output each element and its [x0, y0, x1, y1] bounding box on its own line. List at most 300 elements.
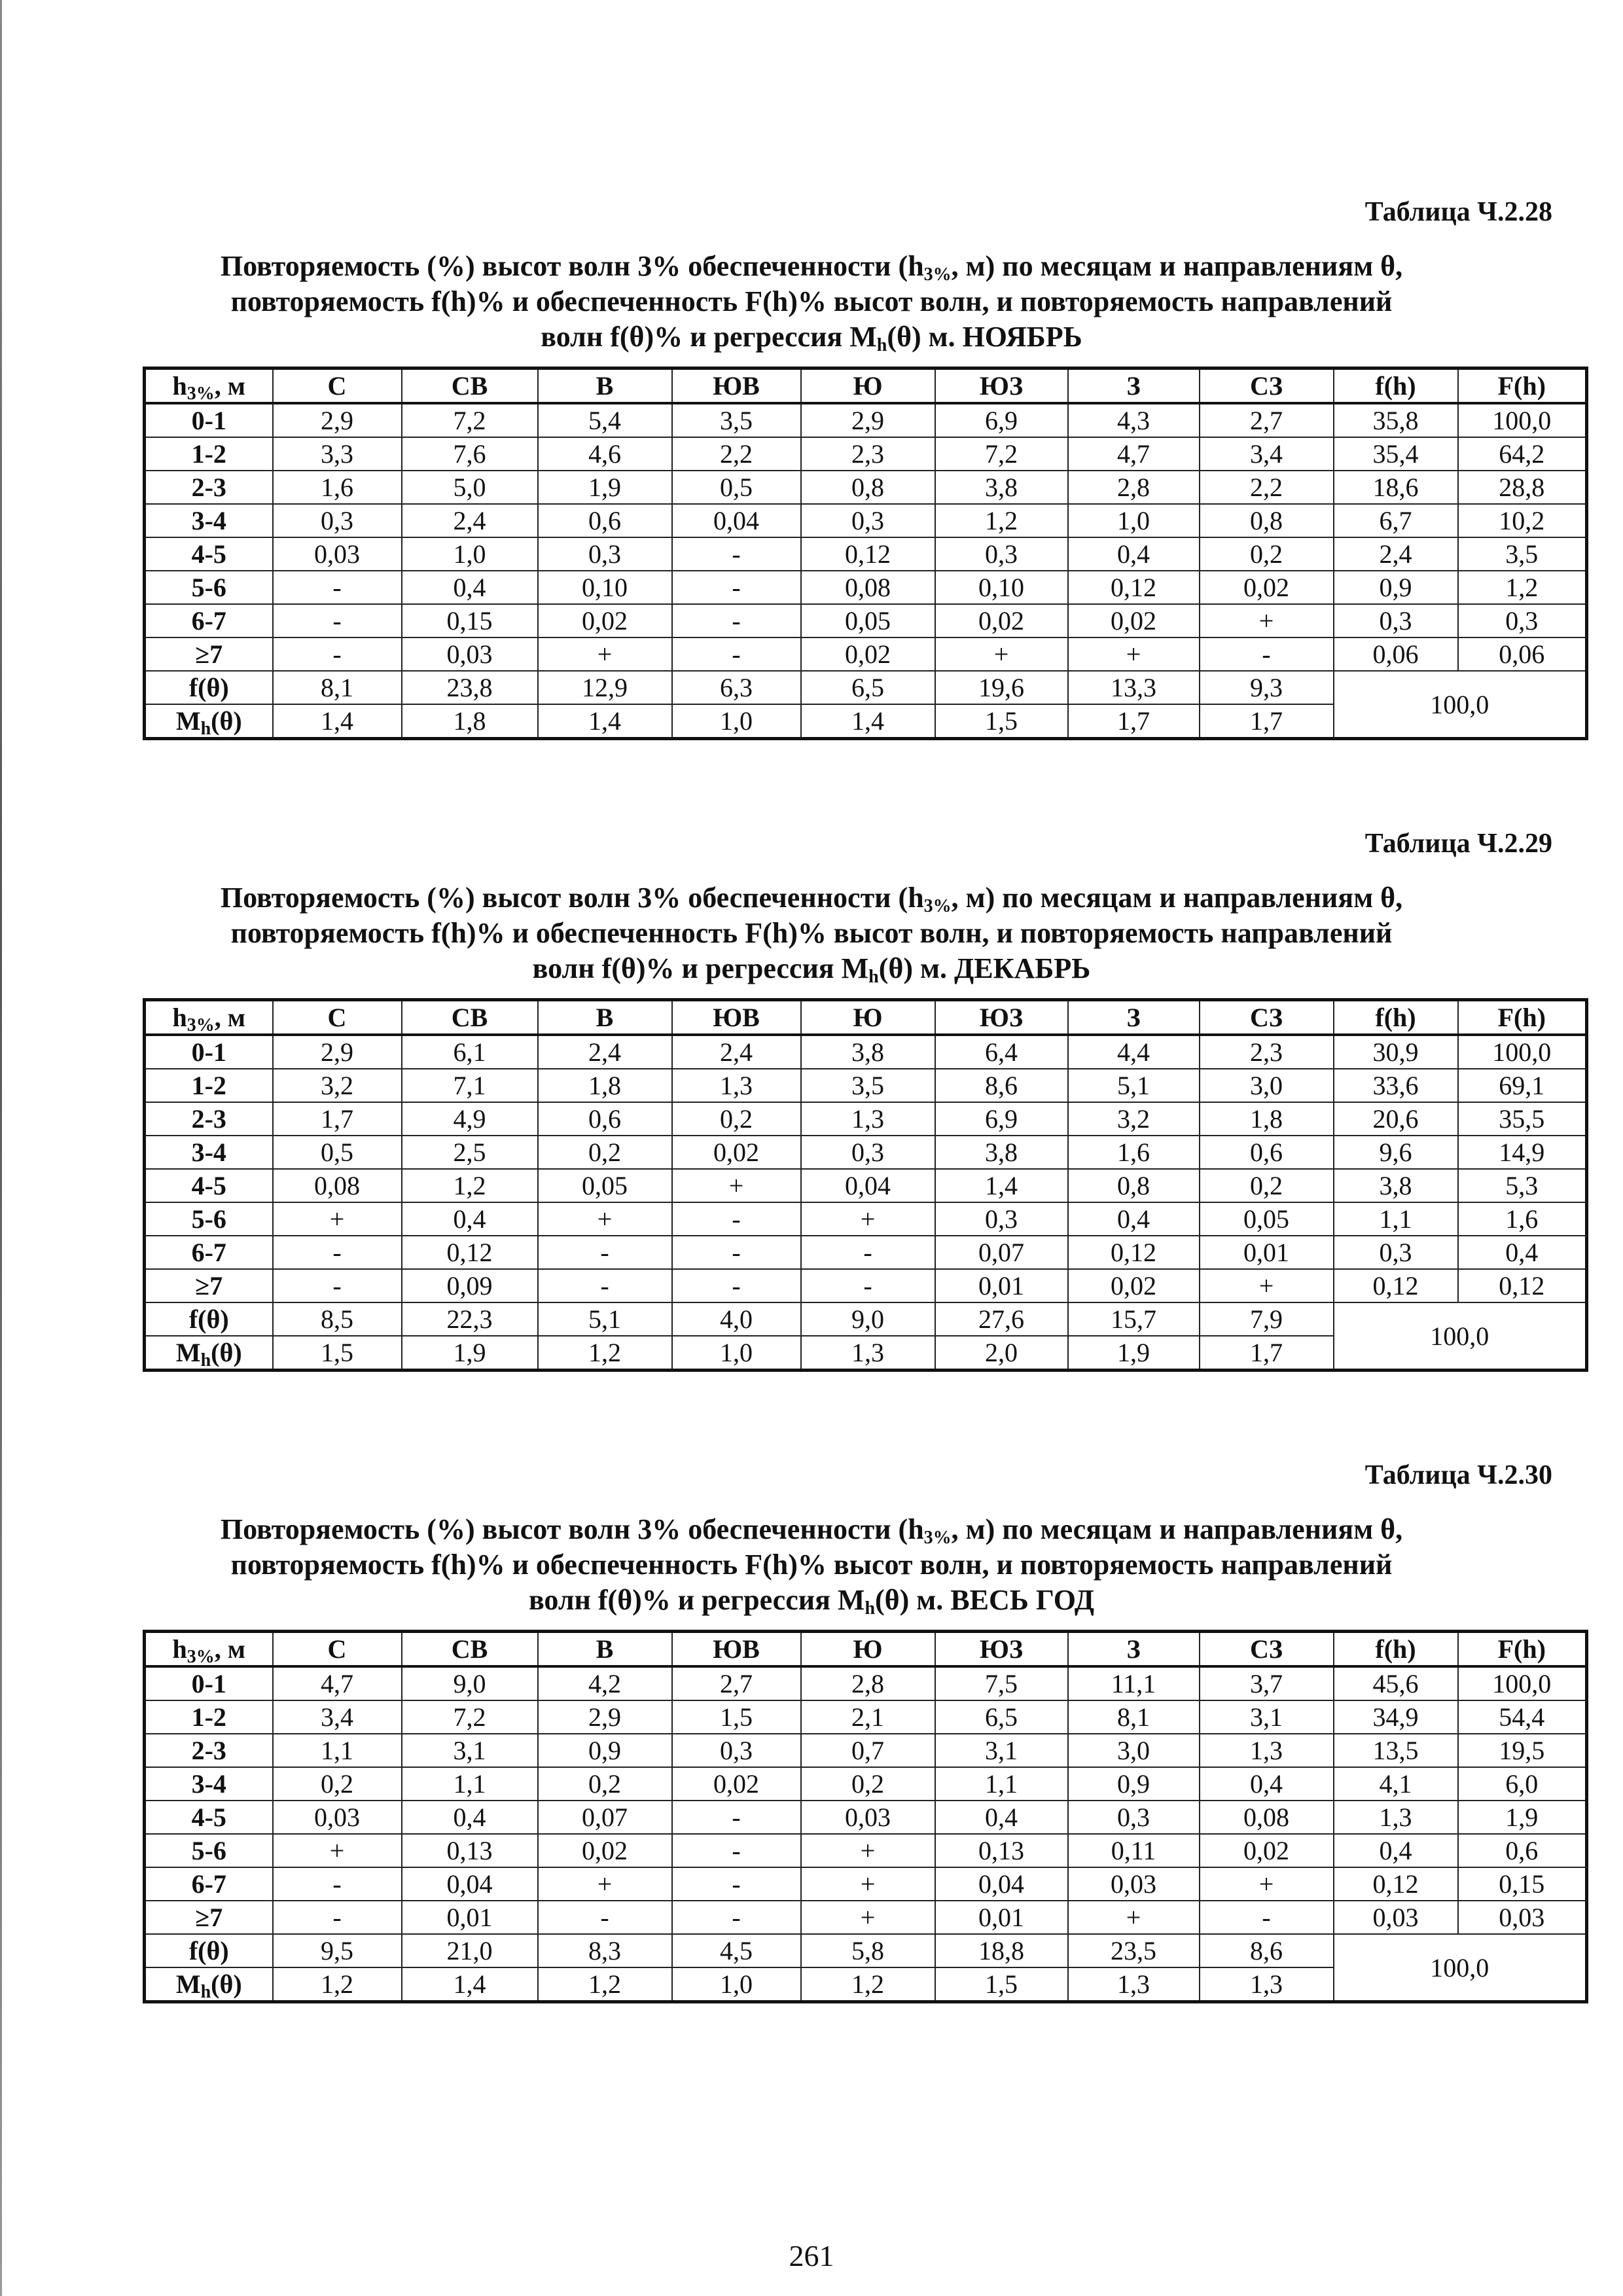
table-cell: 0,3 [672, 1734, 801, 1767]
table-row [145, 437, 1587, 471]
column-header: F(h) [1458, 368, 1587, 404]
f-theta-row [145, 1302, 1587, 1336]
row-label: ≥7 [145, 1269, 273, 1302]
table-cell: 0,4 [1068, 537, 1200, 571]
table-cell: - [538, 1236, 672, 1269]
table-row [145, 1069, 1587, 1102]
row-label: 0-1 [145, 1035, 273, 1069]
table-cell: 0,02 [538, 1834, 672, 1867]
table-cell: + [935, 637, 1068, 671]
column-header: F(h) [1458, 1000, 1587, 1035]
table-cell: 1,4 [402, 1967, 538, 2002]
table-cell: 0,13 [402, 1834, 538, 1867]
table-cell: 1,0 [672, 1967, 801, 2002]
table-cell: 3,2 [273, 1069, 402, 1102]
table-cell: 1,5 [273, 1336, 402, 1371]
table-cell: 2,7 [1200, 403, 1334, 437]
table-title [0, 249, 1623, 355]
table-cell: 4,9 [402, 1102, 538, 1136]
table-cell: 45,6 [1334, 1666, 1458, 1700]
table-cell: 5,1 [538, 1302, 672, 1336]
table-row [145, 1700, 1587, 1734]
table-cell: 2,5 [402, 1136, 538, 1169]
table-cell: 2,8 [1068, 471, 1200, 504]
column-header: З [1068, 368, 1200, 404]
table-cell: + [672, 1169, 801, 1202]
header-height-label: $h_{3\%}$, м [145, 1000, 273, 1035]
wave-table [143, 998, 1588, 1372]
table-cell: 6,1 [402, 1035, 538, 1069]
table-caption: Таблица Ч.2.28 [1364, 197, 1552, 227]
table-cell: 1,1 [1334, 1202, 1458, 1236]
table-cell: 0,02 [1200, 1834, 1334, 1867]
table-cell: 0,3 [538, 537, 672, 571]
table-cell: 23,8 [402, 671, 538, 704]
table-cell: 7,5 [935, 1666, 1068, 1700]
table-cell: 5,4 [538, 403, 672, 437]
table-cell: 100,0 [1458, 1035, 1587, 1069]
table-cell: 2,3 [1200, 1035, 1334, 1069]
table-cell: 0,3 [273, 504, 402, 537]
table-cell: 0,15 [1458, 1867, 1587, 1901]
row-label: ≥7 [145, 637, 273, 671]
table-cell: 1,2 [273, 1967, 402, 2002]
column-header: Ю [801, 368, 935, 404]
row-label: f(θ) [145, 1934, 273, 1967]
title-line-2: повторяемость f(h)% и обеспеченность F(h)% высот волн, и повторяемость направлений [230, 285, 1393, 317]
table-cell: 0,4 [1068, 1202, 1200, 1236]
table-cell: 0,07 [935, 1236, 1068, 1269]
header-row [145, 368, 1587, 404]
table-row [145, 471, 1587, 504]
table-cell: 1,0 [1068, 504, 1200, 537]
row-label: ≥7 [145, 1901, 273, 1934]
table-cell: 4,6 [538, 437, 672, 471]
total-cell: 100,0 [1334, 1302, 1587, 1371]
table-cell: 0,03 [1068, 1867, 1200, 1901]
title-line-1: Повторяемость (%) высот волн 3% обеспеченности ($h_{3\%}$, м) по месяцам и направлениям θ, [220, 1513, 1403, 1548]
table-row [145, 1734, 1587, 1767]
table-row [145, 1867, 1587, 1901]
table-cell: 7,6 [402, 437, 538, 471]
table-cell: 1,2 [538, 1336, 672, 1371]
column-header: Ю [801, 1000, 935, 1035]
table-cell: 0,8 [801, 471, 935, 504]
table-cell: 18,8 [935, 1934, 1068, 1967]
column-header: С [273, 368, 402, 404]
wave-table [143, 1630, 1588, 2003]
table-cell: 6,9 [935, 1102, 1068, 1136]
table-cell: 0,4 [402, 1801, 538, 1834]
table-cell: 4,0 [672, 1302, 801, 1336]
table-cell: 0,02 [672, 1767, 801, 1801]
table-cell: 1,6 [1068, 1136, 1200, 1169]
table-cell: 7,2 [402, 403, 538, 437]
table-cell: 3,1 [402, 1734, 538, 1767]
table-cell: 1,3 [1200, 1734, 1334, 1767]
row-label: 4-5 [145, 537, 273, 571]
table-cell: 15,7 [1068, 1302, 1200, 1336]
table-cell: 1,2 [538, 1967, 672, 2002]
table-cell: 0,8 [1200, 504, 1334, 537]
table-row [145, 1169, 1587, 1202]
table-cell: 0,3 [1334, 604, 1458, 637]
row-label: 0-1 [145, 403, 273, 437]
table-cell: 0,2 [273, 1767, 402, 1801]
table-cell: 0,03 [402, 637, 538, 671]
table-cell: 3,4 [273, 1700, 402, 1734]
table-cell: 1,8 [402, 704, 538, 739]
table-cell: 7,2 [935, 437, 1068, 471]
table-cell: 3,2 [1068, 1102, 1200, 1136]
table-cell: 13,5 [1334, 1734, 1458, 1767]
total-cell: 100,0 [1334, 671, 1587, 739]
table-cell: 1,7 [273, 1102, 402, 1136]
table-cell: 1,6 [1458, 1202, 1587, 1236]
title-line-3: волн f(θ)% и регрессия $M_h(\theta)$ м. ДЕКАБРЬ [532, 952, 1091, 987]
table-cell: 1,9 [1458, 1801, 1587, 1834]
table-cell: 14,9 [1458, 1136, 1587, 1169]
table-cell: 1,7 [1200, 704, 1334, 739]
table-cell: 0,11 [1068, 1834, 1200, 1867]
row-label: 2-3 [145, 1102, 273, 1136]
table-cell: 5,3 [1458, 1169, 1587, 1202]
table-cell: 1,2 [801, 1967, 935, 2002]
table-cell: - [273, 1236, 402, 1269]
table-cell: 0,2 [1200, 537, 1334, 571]
table-cell: 19,6 [935, 671, 1068, 704]
table-cell: - [672, 604, 801, 637]
table-cell: 3,5 [1458, 537, 1587, 571]
table-cell: 0,9 [538, 1734, 672, 1767]
table-cell: 3,4 [1200, 437, 1334, 471]
table-cell: 2,4 [538, 1035, 672, 1069]
table-cell: 0,4 [402, 571, 538, 604]
table-cell: 4,3 [1068, 403, 1200, 437]
table-cell: 1,0 [672, 704, 801, 739]
table-cell: 0,6 [1458, 1834, 1587, 1867]
table-cell: 20,6 [1334, 1102, 1458, 1136]
table-cell: 0,4 [935, 1801, 1068, 1834]
table-cell: 13,3 [1068, 671, 1200, 704]
table-cell: 2,9 [273, 403, 402, 437]
table-cell: 2,4 [1334, 537, 1458, 571]
table-cell: 0,10 [538, 571, 672, 604]
table-cell: 3,8 [801, 1035, 935, 1069]
table-cell: 0,08 [801, 571, 935, 604]
row-label: 4-5 [145, 1169, 273, 1202]
row-label: f(θ) [145, 671, 273, 704]
row-label: 3-4 [145, 1136, 273, 1169]
table-cell: 3,8 [1334, 1169, 1458, 1202]
table-cell: - [672, 1834, 801, 1867]
table-cell: 8,5 [273, 1302, 402, 1336]
table-cell: 0,05 [538, 1169, 672, 1202]
table-cell: 0,02 [1068, 1269, 1200, 1302]
table-cell: 9,5 [273, 1934, 402, 1967]
table-cell: - [273, 637, 402, 671]
title-line-1: Повторяемость (%) высот волн 3% обеспеченности ($h_{3\%}$, м) по месяцам и направлениям θ, [220, 250, 1403, 285]
header-height-label: $h_{3\%}$, м [145, 1632, 273, 1667]
table-cell: 1,8 [1200, 1102, 1334, 1136]
column-header: ЮЗ [935, 1632, 1068, 1667]
table-cell: 1,5 [935, 704, 1068, 739]
column-header: f(h) [1334, 1632, 1458, 1667]
table-cell: - [273, 571, 402, 604]
column-header: ЮЗ [935, 368, 1068, 404]
table-cell: 0,05 [1200, 1202, 1334, 1236]
table-cell: + [538, 1202, 672, 1236]
table-row [145, 1202, 1587, 1236]
table-cell: 0,2 [1200, 1169, 1334, 1202]
row-label: 6-7 [145, 604, 273, 637]
table-cell: 1,9 [538, 471, 672, 504]
table-cell: 1,5 [935, 1967, 1068, 2002]
table-cell: 0,01 [935, 1269, 1068, 1302]
table-cell: 35,5 [1458, 1102, 1587, 1136]
table-cell: 0,6 [538, 504, 672, 537]
table-cell: 69,1 [1458, 1069, 1587, 1102]
wave-table [143, 367, 1588, 740]
table-cell: 1,0 [402, 537, 538, 571]
table-cell: 28,8 [1458, 471, 1587, 504]
table-row [145, 604, 1587, 637]
column-header: СЗ [1200, 368, 1334, 404]
table-cell: 3,0 [1068, 1734, 1200, 1767]
table-cell: - [273, 1867, 402, 1901]
table-cell: 5,0 [402, 471, 538, 504]
table-cell: - [1200, 637, 1334, 671]
table-cell: 3,8 [935, 471, 1068, 504]
row-label: f(θ) [145, 1302, 273, 1336]
table-row [145, 1666, 1587, 1700]
column-header: З [1068, 1632, 1200, 1667]
table-cell: 0,12 [1334, 1269, 1458, 1302]
table-cell: 2,2 [1200, 471, 1334, 504]
title-line-2: повторяемость f(h)% и обеспеченность F(h)% высот волн, и повторяемость направлений [230, 1549, 1393, 1581]
table-cell: 0,03 [1458, 1901, 1587, 1934]
table-cell: 6,0 [1458, 1767, 1587, 1801]
table-cell: 0,2 [538, 1136, 672, 1169]
table-row [145, 1236, 1587, 1269]
table-cell: 0,01 [402, 1901, 538, 1934]
table-cell: + [1200, 1269, 1334, 1302]
table-cell: + [273, 1202, 402, 1236]
header-row [145, 1000, 1587, 1035]
table-row [145, 1901, 1587, 1934]
table-row [145, 1767, 1587, 1801]
table-cell: 0,04 [402, 1867, 538, 1901]
table-cell: 0,9 [1068, 1767, 1200, 1801]
table-cell: 0,02 [538, 604, 672, 637]
table-cell: 6,9 [935, 403, 1068, 437]
table-cell: 0,2 [801, 1767, 935, 1801]
table-cell: 54,4 [1458, 1700, 1587, 1734]
table-row [145, 1035, 1587, 1069]
table-cell: 7,9 [1200, 1302, 1334, 1336]
column-header: С [273, 1632, 402, 1667]
table-cell: 1,1 [402, 1767, 538, 1801]
table-cell: 3,5 [801, 1069, 935, 1102]
table-cell: 0,3 [801, 1136, 935, 1169]
table-cell: 0,02 [672, 1136, 801, 1169]
table-row [145, 1136, 1587, 1169]
table-cell: - [672, 1202, 801, 1236]
table-cell: 1,4 [801, 704, 935, 739]
table-cell: 1,1 [935, 1767, 1068, 1801]
table-cell: 1,2 [402, 1169, 538, 1202]
table-cell: 0,03 [1334, 1901, 1458, 1934]
table-cell: 0,7 [801, 1734, 935, 1767]
table-row [145, 571, 1587, 604]
table-cell: 3,0 [1200, 1069, 1334, 1102]
table-cell: 4,5 [672, 1934, 801, 1967]
table-cell: 0,4 [1458, 1236, 1587, 1269]
column-header: ЮВ [672, 1632, 801, 1667]
table-cell: 27,6 [935, 1302, 1068, 1336]
row-label: 3-4 [145, 1767, 273, 1801]
table-cell: 0,01 [935, 1901, 1068, 1934]
table-cell: 0,3 [1334, 1236, 1458, 1269]
row-label: $M_h(\theta)$ [145, 1967, 273, 2002]
table-cell: - [538, 1269, 672, 1302]
column-header: СВ [402, 368, 538, 404]
table-cell: 1,7 [1068, 704, 1200, 739]
table-row [145, 1834, 1587, 1867]
header-height-label: $h_{3\%}$, м [145, 368, 273, 404]
row-label: 5-6 [145, 571, 273, 604]
table-cell: - [672, 1801, 801, 1834]
table-cell: 0,6 [538, 1102, 672, 1136]
table-cell: 4,4 [1068, 1035, 1200, 1069]
table-cell: 8,6 [1200, 1934, 1334, 1967]
table-cell: 34,9 [1334, 1700, 1458, 1734]
row-label: $M_h(\theta)$ [145, 1336, 273, 1371]
table-cell: 0,5 [273, 1136, 402, 1169]
table-cell: 3,7 [1200, 1666, 1334, 1700]
title-line-2: повторяемость f(h)% и обеспеченность F(h)% высот волн, и повторяемость направлений [230, 917, 1393, 949]
column-header: В [538, 1000, 672, 1035]
table-cell: 12,9 [538, 671, 672, 704]
table-cell: 0,2 [672, 1102, 801, 1136]
table-cell: 8,6 [935, 1069, 1068, 1102]
table-cell: 0,8 [1068, 1169, 1200, 1202]
table-cell: 1,5 [672, 1700, 801, 1734]
table-cell: 3,3 [273, 437, 402, 471]
table-cell: 8,1 [1068, 1700, 1200, 1734]
table-cell: 0,4 [402, 1202, 538, 1236]
table-cell: 0,12 [801, 537, 935, 571]
column-header: Ю [801, 1632, 935, 1667]
table-cell: 1,0 [672, 1336, 801, 1371]
table-cell: 0,5 [672, 471, 801, 504]
table-cell: 2,9 [801, 403, 935, 437]
column-header: З [1068, 1000, 1200, 1035]
column-header: ЮВ [672, 368, 801, 404]
table-cell: - [801, 1236, 935, 1269]
table-cell: 3,1 [1200, 1700, 1334, 1734]
row-label: 1-2 [145, 1069, 273, 1102]
table-cell: 7,2 [402, 1700, 538, 1734]
table-cell: 6,4 [935, 1035, 1068, 1069]
table-cell: + [273, 1834, 402, 1867]
table-cell: 4,7 [1068, 437, 1200, 471]
table-cell: 1,3 [672, 1069, 801, 1102]
table-cell: 1,8 [538, 1069, 672, 1102]
table-cell: 0,4 [1334, 1834, 1458, 1867]
table-row [145, 403, 1587, 437]
table-cell: 9,3 [1200, 671, 1334, 704]
column-header: С [273, 1000, 402, 1035]
table-row [145, 637, 1587, 671]
table-cell: - [273, 1269, 402, 1302]
table-cell: + [538, 637, 672, 671]
column-header: В [538, 368, 672, 404]
title-line-1: Повторяемость (%) высот волн 3% обеспеченности ($h_{3\%}$, м) по месяцам и направлениям θ, [220, 882, 1403, 916]
table-cell: 100,0 [1458, 1666, 1587, 1700]
table-cell: 2,0 [935, 1336, 1068, 1371]
table-row [145, 504, 1587, 537]
row-label: 3-4 [145, 504, 273, 537]
table-cell: 2,3 [801, 437, 935, 471]
table-cell: 2,2 [672, 437, 801, 471]
column-header: f(h) [1334, 1000, 1458, 1035]
table-cell: - [672, 537, 801, 571]
table-cell: 0,12 [1068, 1236, 1200, 1269]
table-cell: 10,2 [1458, 504, 1587, 537]
table-cell: + [801, 1901, 935, 1934]
table-cell: + [1068, 637, 1200, 671]
table-cell: 7,1 [402, 1069, 538, 1102]
table-cell: 30,9 [1334, 1035, 1458, 1069]
table-row [145, 537, 1587, 571]
table-cell: 2,7 [672, 1666, 801, 1700]
table-cell: 0,15 [402, 604, 538, 637]
table-cell: 0,3 [1068, 1801, 1200, 1834]
table-row [145, 1102, 1587, 1136]
table-cell: 1,3 [801, 1102, 935, 1136]
table-cell: 35,4 [1334, 437, 1458, 471]
table-cell: 0,4 [1200, 1767, 1334, 1801]
row-label: $M_h(\theta)$ [145, 704, 273, 739]
table-cell: 3,5 [672, 403, 801, 437]
table-cell: 4,2 [538, 1666, 672, 1700]
table-cell: 2,9 [273, 1035, 402, 1069]
table-cell: 0,2 [538, 1767, 672, 1801]
table-cell: - [672, 1236, 801, 1269]
table-cell: 2,1 [801, 1700, 935, 1734]
table-cell: + [538, 1867, 672, 1901]
column-header: F(h) [1458, 1632, 1587, 1667]
table-cell: 4,1 [1334, 1767, 1458, 1801]
row-label: 4-5 [145, 1801, 273, 1834]
row-label: 5-6 [145, 1202, 273, 1236]
table-cell: 0,12 [1334, 1867, 1458, 1901]
table-cell: 0,06 [1334, 637, 1458, 671]
column-header: СВ [402, 1000, 538, 1035]
table-cell: 22,3 [402, 1302, 538, 1336]
table-cell: 1,6 [273, 471, 402, 504]
table-cell: 9,0 [402, 1666, 538, 1700]
table-cell: 0,06 [1458, 637, 1587, 671]
table-caption: Таблица Ч.2.30 [1364, 1460, 1552, 1490]
table-cell: 0,07 [538, 1801, 672, 1834]
table-cell: 0,04 [935, 1867, 1068, 1901]
table-cell: 1,3 [1068, 1967, 1200, 2002]
table-cell: 9,6 [1334, 1136, 1458, 1169]
table-cell: 33,6 [1334, 1069, 1458, 1102]
row-label: 1-2 [145, 1700, 273, 1734]
